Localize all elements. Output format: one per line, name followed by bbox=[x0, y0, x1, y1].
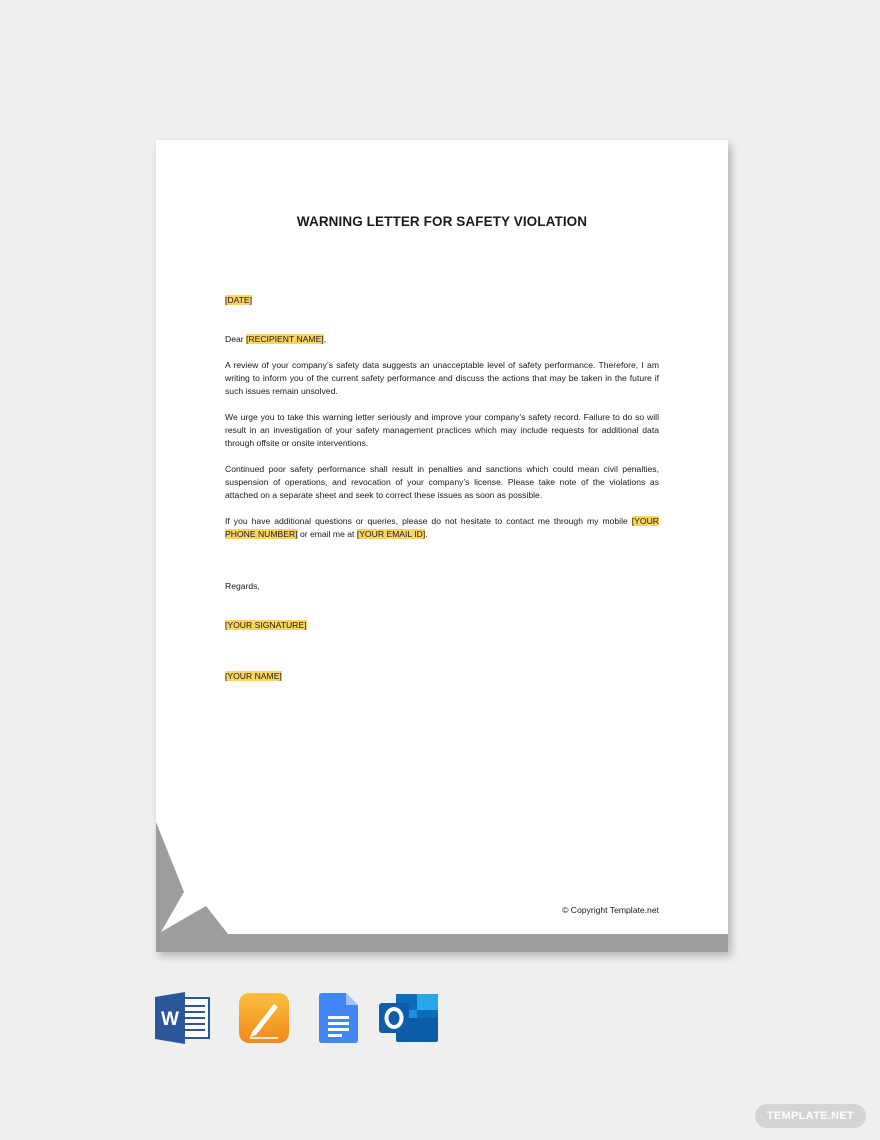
paragraph-4-text: If you have additional questions or queries, please do not hesitate to contact me through my mobile bbox=[225, 516, 632, 526]
recipient-placeholder: [RECIPIENT NAME] bbox=[246, 334, 324, 344]
signature-placeholder: [YOUR SIGNATURE] bbox=[225, 620, 307, 630]
closing: Regards, bbox=[225, 581, 260, 591]
word-icon[interactable] bbox=[155, 992, 211, 1044]
svg-text:W: W bbox=[161, 1009, 179, 1030]
paragraph-4-suffix: . bbox=[425, 529, 428, 539]
document-title: WARNING LETTER FOR SAFETY VIOLATION bbox=[296, 214, 588, 229]
format-icons bbox=[0, 992, 880, 1046]
paragraph-1: A review of your company’s safety data suggests an unacceptable level of safety performance. Therefore, I am writing to inform you of the current safety performance and discuss the actions that may be taken in the future if such issues remain unsolved. bbox=[225, 360, 659, 396]
name-placeholder: [YOUR NAME] bbox=[225, 671, 282, 681]
date-placeholder: [DATE] bbox=[225, 295, 253, 305]
signature-line bbox=[225, 619, 659, 632]
template-net-badge[interactable]: TEMPLATE.NET bbox=[755, 1104, 866, 1128]
paragraph-4-middle: or email me at bbox=[297, 529, 357, 539]
google-docs-icon[interactable] bbox=[317, 992, 359, 1044]
pages-icon[interactable] bbox=[238, 992, 290, 1044]
phone-placeholder: [YOUR PHONE NUMBER] bbox=[225, 516, 659, 539]
salutation-prefix: Dear bbox=[225, 334, 247, 344]
paragraph-2: We urge you to take this warning letter seriously and improve your company’s safety record. Failure to do so will result in an investigation of your safety management practices which may include requests for additional data through offsite or onsite interventions. bbox=[225, 412, 659, 448]
letter-body bbox=[225, 294, 659, 683]
salutation bbox=[225, 333, 659, 346]
paragraph-4 bbox=[225, 515, 659, 541]
paragraph-3: Continued poor safety performance shall result in penalties and sanctions which could mean civil penalties, suspension of operations, and revocation of your company’s license. Please take note of the violations as attached on a separate sheet and seek to correct these issues as soon as possible. bbox=[225, 464, 659, 500]
copyright-text: © Copyright Template.net bbox=[562, 905, 659, 915]
name-line bbox=[225, 670, 659, 683]
salutation-suffix: , bbox=[323, 334, 327, 344]
outlook-icon[interactable] bbox=[378, 992, 440, 1044]
email-placeholder: [YOUR EMAIL ID] bbox=[356, 529, 426, 539]
date-line bbox=[225, 294, 659, 307]
document-page bbox=[156, 140, 728, 952]
